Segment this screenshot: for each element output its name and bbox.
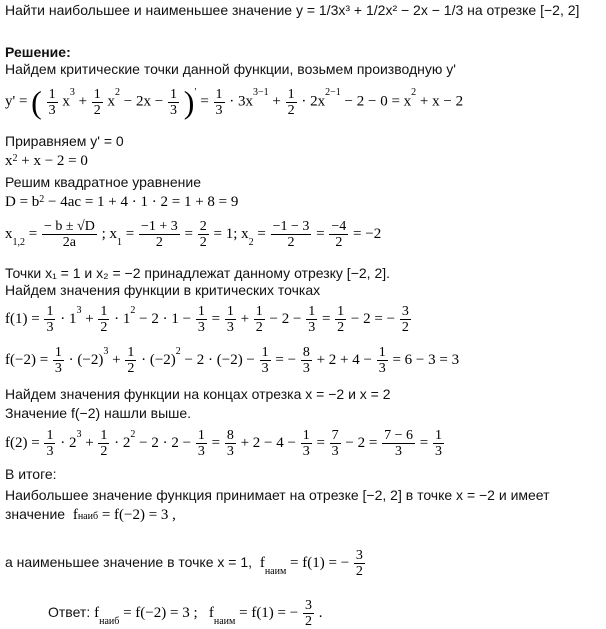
f1-calculation: f(1) = $\frac{1}{3}$ · $1^3$ + $\frac{1}{2}$ · $1^2 - 2 \cdot 1$ − $\frac{1}{3}$ = $\frac{1}{3}$ + $\frac{1}{2}$ − 2 − $\frac{1}{3}$ = $\frac{1}{2}$ − 2 = − $\frac{3}{2}$: [5, 304, 409, 335]
max-line-1: Наибольшее значение функция принимает на отрезке [−2, 2] в точке x = −2 и имеет: [5, 487, 550, 503]
result-heading: В итоге:: [5, 466, 57, 482]
values-ends-text: Найдем значения функции на концах отрезка x = −2 и x = 2: [5, 386, 391, 402]
values-critical-text: Найдем значения функции в критических точках: [5, 282, 321, 298]
step-derivative-text: Найдем критические точки данной функции, возьмем производную y': [5, 61, 456, 77]
problem-statement: Найти наибольшее и наименьшее значение y = 1/3x³ + 1/2x² − 2x − 1/3 на отрезке [−2, 2]: [5, 2, 580, 18]
solve-quadratic-text: Решим квадратное уравнение: [5, 174, 202, 190]
f2-calculation: f(2) = $\frac{1}{3}$ · $2^3$ + $\frac{1}{2}$ · $2^2 - 2 \cdot 2$ − $\frac{1}{3}$ = $\frac{8}{3}$ + 2 − 4 − $\frac{1}{3}$ = $\frac{7}{3}$ − 2 = $\frac{7 - 6}{3}$ = $\frac{1}{3}$: [5, 428, 442, 459]
answer-line: Ответ: $f_{наиб} = f(-2) = 3$ ; $f_{наим} = f(1)$ = − $\frac{3}{2}$ .: [48, 598, 323, 629]
already-found-text: Значение f(−2) нашли выше.: [5, 405, 192, 421]
solution-heading: Решение:: [5, 44, 71, 60]
min-line: а наименьшее значение в точке x = 1, $f_{наим} = f(1)$ = − $\frac{3}{2}$: [5, 548, 363, 579]
derivative-formula: y' = ( $\frac{1}{3}$ $x^3$ + $\frac{1}{2}$ $x^2 - 2x$ − $\frac{1}{3}$ )′ = $\frac{1}{3}$ · $3x^{3-1}$ + $\frac{1}{2}$ · $2x^{2-1} - 2 - 0 = x^2 + x - 2$: [5, 84, 464, 120]
equate-text: Приравняем y' = 0: [5, 133, 124, 149]
quadratic-equation: $x^2 + x - 2 = 0$: [5, 153, 88, 169]
fm2-calculation: f(−2) = $\frac{1}{3}$ · $(-2)^3$ + $\frac{1}{2}$ · $(-2)^2 - 2 \cdot (-2)$ − $\frac{1}{3}$ = − $\frac{8}{3}$ + 2 + 4 − $\frac{1}{3}$ = 6 − 3 = 3: [5, 345, 460, 376]
max-line-2: значение $f_{наиб} = f(-2) = 3$ ,: [5, 506, 176, 523]
points-in-segment-text: Точки x₁ = 1 и x₂ = −2 принадлежат данному отрезку [−2, 2].: [5, 265, 391, 281]
discriminant: $D = b^2 - 4ac = 1 + 4 \cdot 1 \cdot 2 = 1 + 8 = 9$: [5, 194, 239, 210]
roots-formula: $x_{1,2}$ = $\frac{- b \pm √D}{2a}$ ; $x_1$ = $\frac{-1 + 3}{2}$ = $\frac{2}{2}$ = 1; $x_2$ = $\frac{-1 - 3}{2}$ = $\frac{-4}{2}$ = −2: [5, 219, 382, 250]
